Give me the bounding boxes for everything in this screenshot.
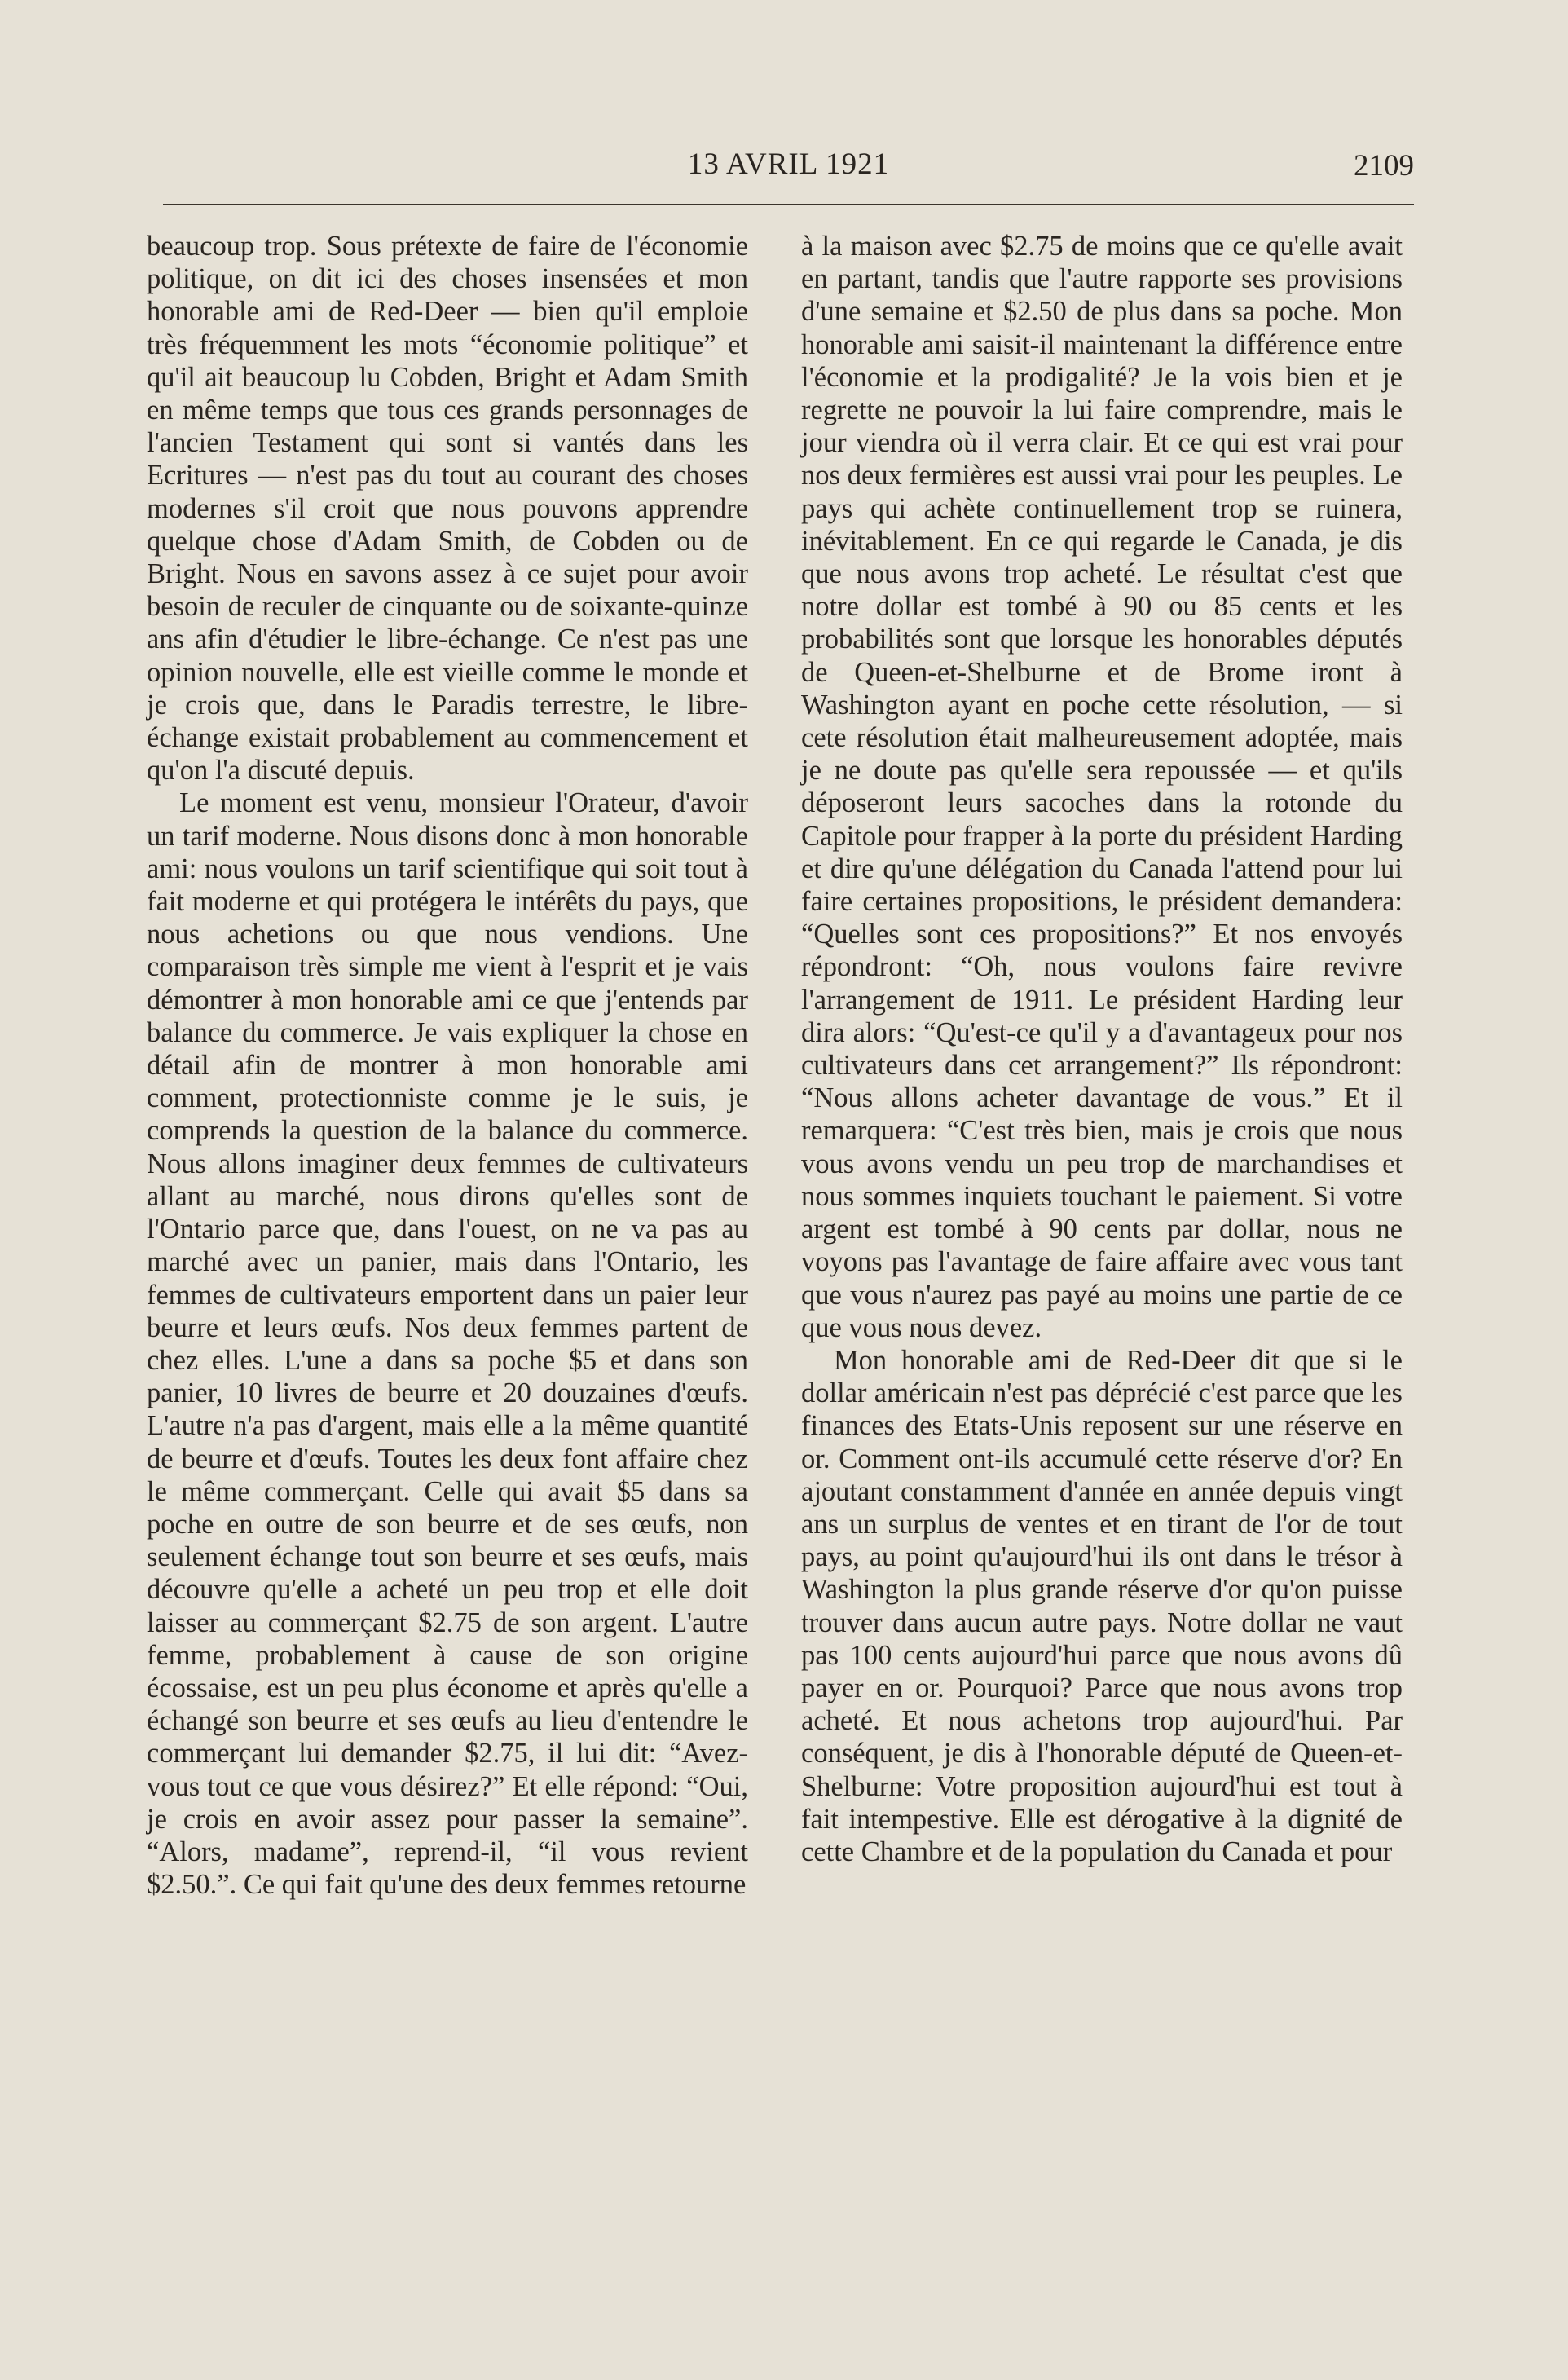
paragraph: Le moment est venu, monsieur l'Orateur, d'avoir un tarif moderne. Nous disons donc à mon honorable ami: nous voulons un tarif scientifique qui soit tout à fait moderne et qui protégera le intérêts du pays, que nous achetions ou que nous vendions. Une comparaison très simple me vient à l'esprit et je vais démontrer à mon honorable ami ce que j'entends par balance du commerce. Je vais expliquer la chose en détail afin de montrer à mon honorable ami comment, protectionniste comme je le suis, je comprends la question de la balance du commerce. Nous allons imaginer deux femmes de cultivateurs allant au marché, nous dirons qu'elles sont de l'Ontario parce que, dans l'ouest, on ne va pas au marché avec un panier, mais dans l'Ontario, les femmes de cultivateurs emportent dans un paier leur beurre et leurs œufs. Nos deux femmes partent de chez elles. L'une a dans sa poche $5 et dans son panier, 10 livres de beurre et 20 douzaines d'œufs. L'autre n'a pas d'argent, mais elle a la même quantité de beurre et d'œufs. Toutes les deux font affaire chez le même commerçant. Celle qui avait $5 dans sa poche en outre de son beurre et de ses œufs, non seulement échange tout son beurre et ses œufs, mais découvre qu'elle a acheté un peu trop et elle doit laisser au commerçant $2.75 de son argent. L'autre femme, probablement à cause de son origine écossaise, est un peu plus économe et après qu'elle a échangé son beurre et ses œufs au lieu d'entendre le commerçant lui demander $2.75, il lui dit: “Avez-vous tout ce que vous désirez?” Et elle répond: “Oui, je crois en avoir assez pour passer la semaine”. “Alors, madame”, reprend-il, “il vous revient $2.50.”. Ce qui fait qu'une des deux femmes retourne [147,787,748,1901]
page-number: 2109 [1354,149,1414,183]
paragraph: Mon honorable ami de Red-Deer dit que si le dollar américain n'est pas déprécié c'est parce que les finances des Etats-Unis reposent sur une réserve en or. Comment ont-ils accumulé cette réserve d'or? En ajoutant constamment d'année en année depuis vingt ans un surplus de ventes et en tirant de l'or de tout pays, au point qu'aujourd'hui ils ont dans le trésor à Washington la plus grande réserve d'or qu'on puisse trouver dans aucun autre pays. Notre dollar ne vaut pas 100 cents aujourd'hui parce que nous avons dû payer en or. Pourquoi? Parce que nous avons trop acheté. Et nous achetons trop aujourd'hui. Par conséquent, je dis à l'honorable député de Queen-et-Shelburne: Votre proposition aujourd'hui est tout à fait intempestive. Elle est dérogative à la dignité de cette Chambre et de la population du Canada et pour [801,1344,1403,1867]
paragraph: beaucoup trop. Sous prétexte de faire de l'économie politique, on dit ici des choses insensées et mon honorable ami de Red-Deer — bien qu'il emploie très fréquemment les mots “économie politique” et qu'il ait beaucoup lu Cobden, Bright et Adam Smith en même temps que tous ces grands personnages de l'ancien Testament qui sont si vantés dans les Ecritures — n'est pas du tout au courant des choses modernes s'il croit que nous pouvons apprendre quelque chose d'Adam Smith, de Cobden ou de Bright. Nous en savons assez à ce sujet pour avoir besoin de reculer de cinquante ou de soixante-quinze ans afin d'étudier le libre-échange. Ce n'est pas une opinion nouvelle, elle est vieille comme le monde et je crois que, dans le Paradis terrestre, le libre-échange existait probablement au commencement et qu'on l'a discuté depuis. [147,231,748,787]
header-rule [163,204,1414,205]
paragraph: à la maison avec $2.75 de moins que ce qu'elle avait en partant, tandis que l'autre rapporte ses provisions d'une semaine et $2.50 de plus dans sa poche. Mon honorable ami saisit-il maintenant la différence entre l'économie et la prodigalité? Je la vois bien et je regrette ne pouvoir la lui faire comprendre, mais le jour viendra où il verra clair. Et ce qui est vrai pour nos deux fermières est aussi vrai pour les peuples. Le pays qui achète continuellement trop se ruinera, inévitablement. En ce qui regarde le Canada, je dis que nous avons trop acheté. Le résultat c'est que notre dollar est tombé à 90 ou 85 cents et les probabilités sont que lorsque les honorables députés de Queen-et-Shelburne et de Brome iront à Washington ayant en poche cette résolution, — si cete résolution était malheureusement adoptée, mais je ne doute pas qu'elle sera repoussée — et qu'ils déposeront leurs sacoches dans la rotonde du Capitole pour frapper à la porte du président Harding et dire qu'une délégation du Canada l'attend pour lui faire certaines propositions, le président demandera: “Quelles sont ces propositions?” Et nos envoyés répondront: “Oh, nous voulons faire revivre l'arrangement de 1911. Le président Harding leur dira alors: “Qu'est-ce qu'il y a d'avantageux pour nos cultivateurs dans cet arrangement?” Ils répondront: “Nous allons acheter davantage de vous.” Et il remarquera: “C'est très bien, mais je crois que nous vous avons vendu un peu trop de marchandises et nous sommes inquiets touchant le paiement. Si votre argent est tombé à 90 cents par dollar, nous ne voyons pas l'avantage de faire affaire avec vous tant que vous n'aurez pas payé au moins une partie de ce que vous nous devez. [801,231,1403,1343]
page-header [163,139,1414,187]
right-column [801,230,1403,1868]
header-date: 13 AVRIL 1921 [687,148,890,181]
left-column [147,230,748,1901]
